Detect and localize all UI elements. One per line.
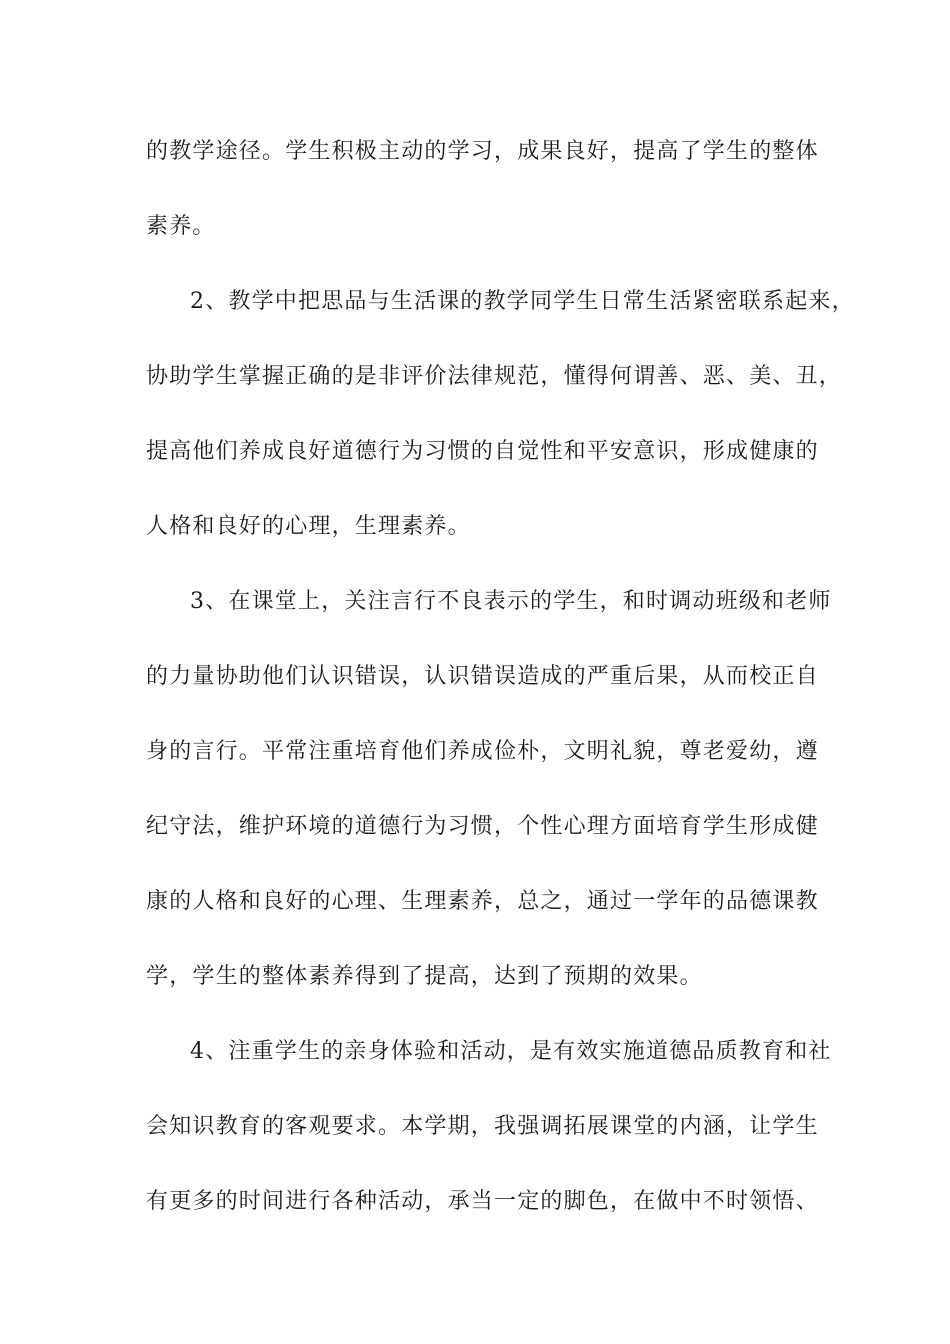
paragraph-2-start: 2、教学中把思品与生活课的教学同学生日常生活紧密联系起来， (190, 289, 855, 314)
text-line: 康的人格和良好的心理、生理素养，总之，通过一学年的品德课教 (146, 889, 819, 914)
text-line: 身的言行。平常注重培育他们养成俭朴，文明礼貌，尊老爱幼，遵 (146, 739, 819, 764)
text-line: 学，学生的整体素养得到了提高，达到了预期的效果。 (146, 964, 703, 989)
text-line: 人格和良好的心理，生理素养。 (146, 514, 471, 539)
text-line: 有更多的时间进行各种活动，承当一定的脚色，在做中不时领悟、 (146, 1189, 819, 1214)
text-line: 的力量协助他们认识错误，认识错误造成的严重后果，从而校正自 (146, 664, 819, 689)
text-line: 素养。 (146, 214, 216, 239)
paragraph-4-start: 4、注重学生的亲身体验和活动，是有效实施道德品质教育和社 (190, 1039, 832, 1064)
text-line: 协助学生掌握正确的是非评价法律规范，懂得何谓善、恶、美、丑， (146, 364, 843, 389)
text-line: 纪守法，维护环境的道德行为习惯，个性心理方面培育学生形成健 (146, 814, 819, 839)
text-line: 的教学途径。学生积极主动的学习，成果良好，提高了学生的整体 (146, 139, 819, 164)
text-line: 会知识教育的客观要求。本学期，我强调拓展课堂的内涵，让学生 (146, 1114, 819, 1139)
paragraph-3-start: 3、在课堂上，关注言行不良表示的学生，和时调动班级和老师 (190, 589, 832, 614)
text-line: 提高他们养成良好道德行为习惯的自觉性和平安意识，形成健康的 (146, 439, 819, 464)
